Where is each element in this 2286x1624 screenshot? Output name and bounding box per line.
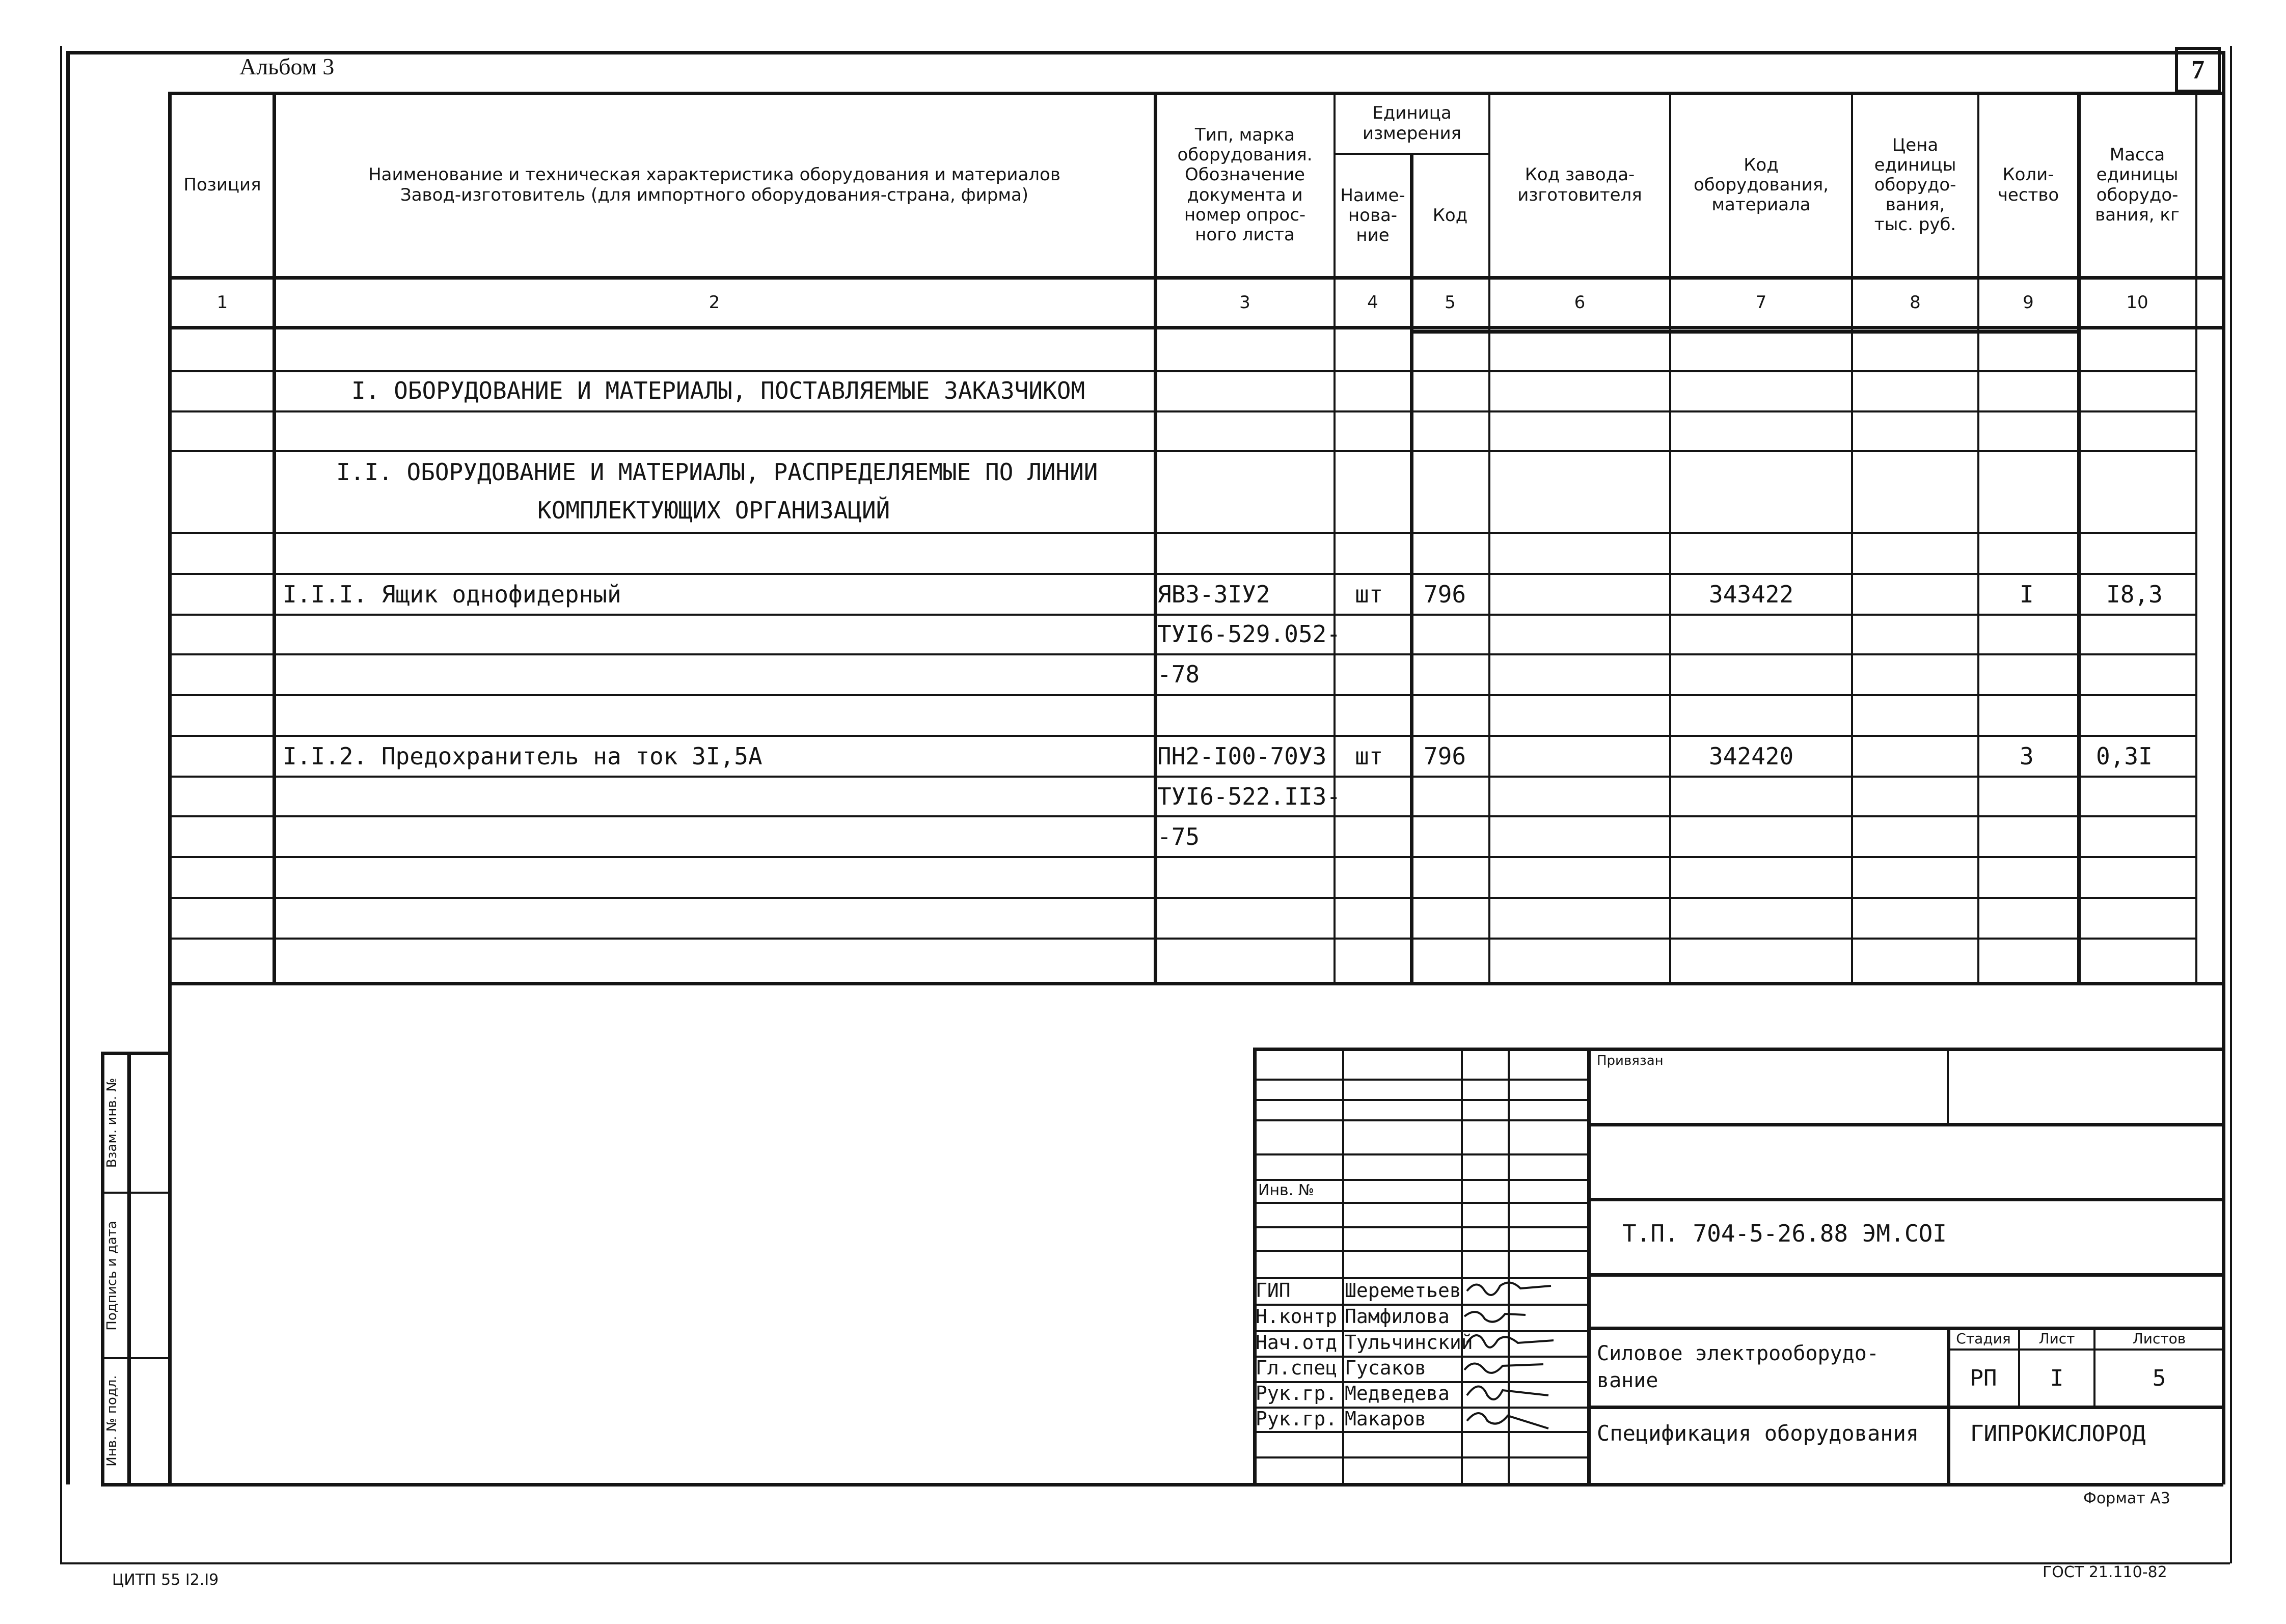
- name-gip: Шереметьев: [1345, 1279, 1461, 1302]
- role-nachotd: Нач.отд: [1256, 1331, 1338, 1354]
- box-right: [2077, 330, 2081, 983]
- role-gip: ГИП: [1256, 1279, 1291, 1302]
- title-right-row-5: [1587, 1406, 2223, 1409]
- title-line1: Силовое электрооборудо-: [1597, 1342, 1879, 1365]
- title-grid-row: [1253, 1099, 1587, 1101]
- row-line: [168, 573, 2195, 575]
- title-grid-row: [1253, 1202, 1587, 1204]
- row-line: [168, 450, 2195, 452]
- section-1-heading: I. ОБОРУДОВАНИЕ И МАТЕРИАЛЫ, ПОСТАВЛЯЕМЫЕ ЗАКАЗЧИКОМ: [351, 377, 1085, 404]
- side-stamp-top-line: [101, 1052, 170, 1055]
- role-rukgr-2: Рук.гр.: [1256, 1408, 1338, 1430]
- sheets-value: 5: [2152, 1365, 2166, 1391]
- title-right-row-1: [1587, 1123, 2223, 1126]
- row-line: [168, 897, 2195, 899]
- title-grid-row: [1253, 1226, 1587, 1228]
- col-sep-4: [1410, 153, 1413, 983]
- item-2-equip-code: 342420: [1709, 742, 1794, 770]
- item-1-unit: шт: [1355, 581, 1383, 608]
- name-rukgr-2: Макаров: [1345, 1408, 1427, 1430]
- name-rukgr-1: Медведева: [1345, 1382, 1450, 1405]
- signatures: [1462, 1276, 1589, 1454]
- role-rukgr-1: Рук.гр.: [1256, 1382, 1338, 1405]
- header-mass: Масса единицы оборудо- вания, кг: [2095, 145, 2180, 225]
- header-qty: Коли- чество: [1997, 164, 2059, 205]
- title-grid-row: [1253, 1079, 1587, 1081]
- row-line: [168, 735, 2195, 737]
- header-price: Цена единицы оборудо- вания, тыс. руб.: [1874, 134, 1956, 235]
- organization: ГИПРОКИСЛОРОД: [1970, 1421, 2146, 1447]
- item-2-unit-code: 796: [1424, 742, 1466, 770]
- name-nachotd: Тульчинский: [1345, 1331, 1473, 1354]
- col-number-8: 8: [1910, 292, 1921, 313]
- row-line: [168, 776, 2195, 778]
- row-line: [168, 653, 2195, 655]
- side-stamp-inv-podl: Инв. № подл.: [104, 1375, 120, 1467]
- box-top: [1410, 330, 2079, 334]
- unit-header-split: [1334, 153, 1488, 155]
- name-glspec: Гусаков: [1345, 1357, 1427, 1379]
- section-1-1-heading-line1: I.I. ОБОРУДОВАНИЕ И МАТЕРИАЛЫ, РАСПРЕДЕЛЯЕМЫЕ ПО ЛИНИИ: [336, 458, 1098, 486]
- row-line: [168, 815, 2195, 817]
- side-stamp-left-line: [101, 1052, 104, 1484]
- table-body-bottom-line: [168, 982, 2223, 985]
- outer-sheet-bottom-edge: [60, 1562, 2230, 1564]
- header-unit: Единица измерения: [1362, 103, 1462, 144]
- item-1-qty: I: [2020, 581, 2034, 608]
- row-line: [168, 532, 2195, 534]
- footer-left: ЦИТП 55 I2.I9: [112, 1571, 219, 1589]
- title-block-col-a: [1342, 1048, 1344, 1484]
- title-grid-row: [1253, 1456, 1587, 1458]
- title-grid-row: [1253, 1119, 1587, 1121]
- title-grid-row: [1253, 1153, 1587, 1155]
- col-number-4: 4: [1367, 292, 1378, 313]
- role-glspec: Гл.спец: [1256, 1357, 1338, 1379]
- colnum-bottom-line: [168, 326, 2223, 329]
- col-number-7: 7: [1755, 292, 1767, 313]
- sheet-label: Лист: [2038, 1330, 2075, 1347]
- name-nkontr: Памфилова: [1345, 1305, 1450, 1328]
- title-block-privyazan-sep: [1947, 1048, 1949, 1123]
- title-grid-row: [1253, 1179, 1587, 1181]
- outer-sheet-right-edge: [2230, 46, 2232, 1563]
- side-stamp-inner-line: [127, 1052, 131, 1484]
- frame-right-line: [2222, 51, 2225, 1484]
- col-sep-9b: [2195, 92, 2197, 983]
- row-line: [168, 410, 2195, 412]
- item-2-mass: 0,3I: [2096, 742, 2153, 770]
- row-line: [168, 370, 2195, 372]
- frame-bottom-line: [168, 1483, 2223, 1487]
- header-equip-code: Код оборудования, материала: [1693, 154, 1829, 215]
- privyazan-label: Привязан: [1597, 1053, 1664, 1068]
- col-number-9: 9: [2023, 292, 2034, 313]
- footer-right: ГОСТ 21.110-82: [2043, 1563, 2167, 1581]
- item-1-unit-code: 796: [1424, 581, 1466, 608]
- item-1-name: I.I.I. Ящик однофидерный: [283, 581, 621, 608]
- header-unit-code: Код: [1432, 205, 1468, 226]
- item-1-equip-code: 343422: [1709, 581, 1794, 608]
- item-1-type-line1: ЯВЗ-3IУ2: [1157, 581, 1270, 608]
- row-line: [168, 614, 2195, 616]
- frame-top-line: [66, 51, 2223, 54]
- item-2-name: I.I.2. Предохранитель на ток 3I,5А: [283, 742, 763, 770]
- frame-left-line: [66, 51, 70, 1484]
- title-line2: вание: [1597, 1369, 1658, 1392]
- col-number-6: 6: [1574, 292, 1586, 313]
- page-number: 7: [2191, 55, 2205, 85]
- item-2-qty: 3: [2020, 742, 2034, 770]
- item-2-type-line3: -75: [1157, 823, 1200, 850]
- item-1-mass: I8,3: [2106, 581, 2163, 608]
- item-2-type-line1: ПН2-I00-70У3: [1157, 742, 1327, 770]
- outer-sheet-left-edge: [60, 46, 62, 1563]
- section-1-1-heading-line2: КОМПЛЕКТУЮЩИХ ОРГАНИЗАЦИЙ: [537, 497, 890, 524]
- document-title: Спецификация оборудования: [1597, 1421, 1919, 1446]
- header-factory-code: Код завода- изготовителя: [1517, 164, 1642, 205]
- sheets-label: Листов: [2132, 1330, 2186, 1347]
- row-line: [168, 856, 2195, 858]
- side-stamp-vzam: Взам. инв. №: [104, 1078, 120, 1168]
- row-line: [168, 938, 2195, 940]
- col-number-10: 10: [2126, 292, 2148, 313]
- document-code: Т.П. 704-5-26.88 ЭМ.СОI: [1622, 1220, 1947, 1247]
- table-left-line: [168, 92, 172, 1484]
- item-1-type-line3: -78: [1157, 660, 1200, 688]
- title-grid-row: [1253, 1250, 1587, 1252]
- header-unit-name: Наиме- нова- ние: [1340, 185, 1405, 246]
- role-nkontr: Н.контр: [1256, 1305, 1338, 1328]
- album-label: Альбом 3: [239, 53, 335, 79]
- inv-no-label: Инв. №: [1258, 1181, 1315, 1199]
- title-right-row-2: [1587, 1198, 2223, 1201]
- sheet-value: I: [2050, 1365, 2064, 1391]
- col-number-2: 2: [709, 292, 720, 313]
- col-number-5: 5: [1445, 292, 1456, 313]
- title-block-top-line: [1253, 1048, 2223, 1051]
- page-number-box: [2175, 47, 2221, 93]
- header-type: Тип, марка оборудования. Обозначение документа и номер опрос- ного листа: [1177, 125, 1313, 245]
- col-number-1: 1: [216, 292, 228, 313]
- stage-value: РП: [1970, 1365, 1997, 1391]
- format-label: Формат А3: [2083, 1490, 2170, 1507]
- title-right-row-3: [1587, 1273, 2223, 1277]
- stage-label: Стадия: [1956, 1330, 2011, 1347]
- row-line: [168, 694, 2195, 696]
- item-2-unit: шт: [1355, 742, 1383, 770]
- header-name: Наименование и техническая характеристика оборудования и материалов Завод-изготовитель (для импортного оборудования-страна, фирма): [368, 164, 1060, 205]
- item-1-type-line2: ТУI6-529.052-: [1157, 620, 1341, 648]
- item-2-type-line2: ТУI6-522.II3-: [1157, 783, 1341, 810]
- col-number-3: 3: [1239, 292, 1250, 313]
- header-position: Позиция: [183, 174, 261, 195]
- side-stamp-podpis: Подпись и дата: [104, 1221, 120, 1331]
